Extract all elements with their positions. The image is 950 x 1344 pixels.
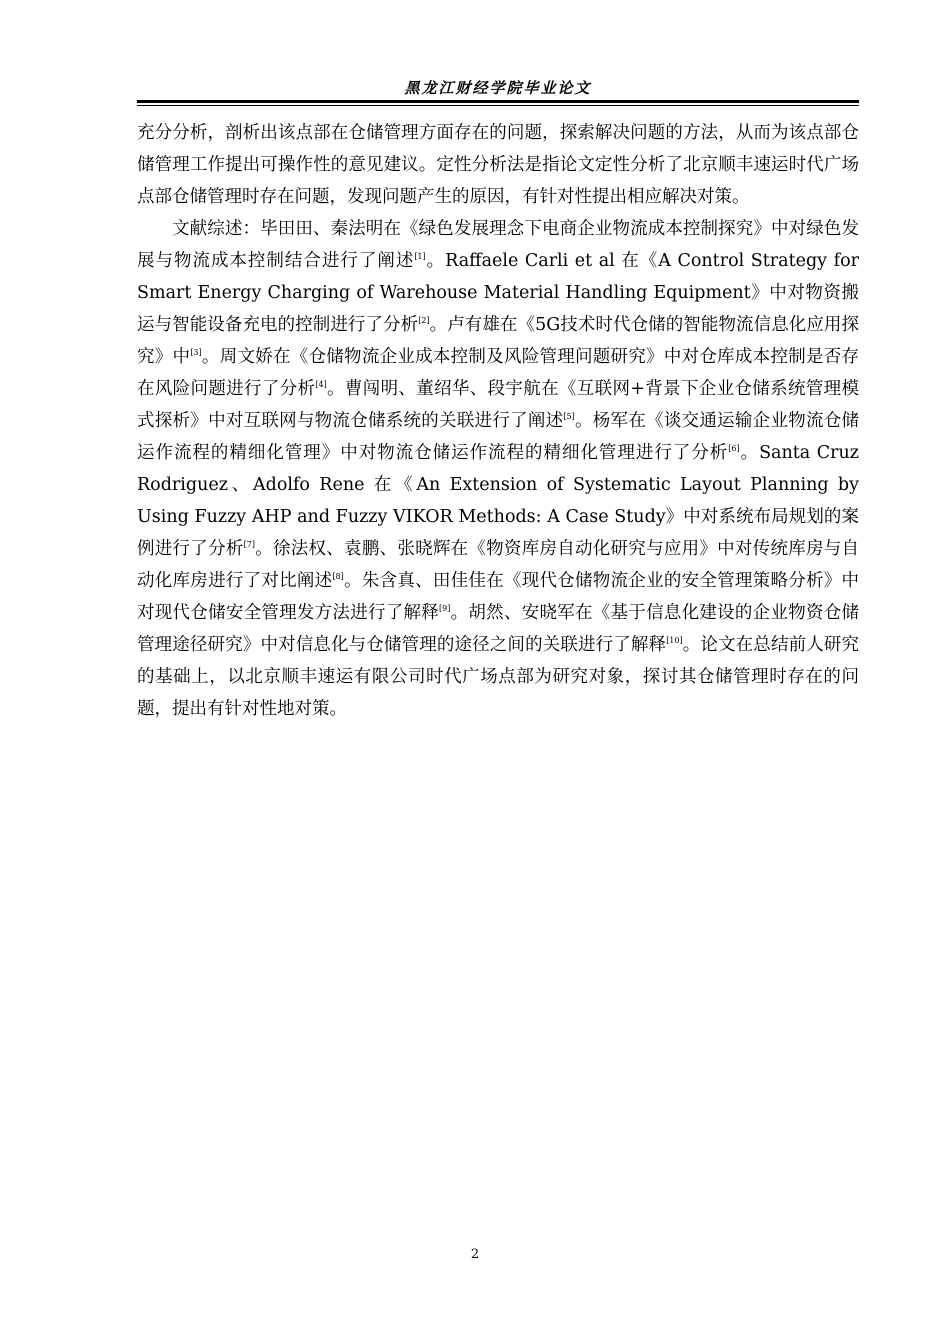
citation-ref-4: [4]	[315, 380, 327, 389]
text-segment: 。曹闯明、董绍华、段宇航在《互联网+背景下企业仓储系统管理模式探析》中对互联网与物流仓储系统的关联进行了阐述	[137, 379, 859, 431]
text-segment: 。周文娇在《仓储物流企业成本控制及风险管理问题研究》中对仓库成本控制是否存在风险问题进行了分析	[137, 347, 860, 399]
citation-ref-9: [9]	[439, 604, 451, 613]
header-rule-thick	[137, 100, 859, 103]
citation-ref-6: [6]	[728, 444, 740, 453]
text-segment: 。朱含真、田佳佳在《现代仓储物流企业的安全管理策略分析》中对现代仓储安全管理发方法进行了解释	[137, 571, 860, 623]
body-text	[137, 117, 859, 725]
text-segment: 。论文在总结前人研究的基础上，以北京顺丰速运有限公司时代广场点部为研究对象，探讨其仓储管理时存在的问题，提出有针对性地对策。	[137, 635, 860, 719]
citation-ref-5: [5]	[563, 412, 575, 421]
paragraph-methods: 充分分析，剖析出该点部在仓储管理方面存在的问题，探索解决问题的方法，从而为该点部仓储管理工作提出可操作性的意见建议。定性分析法是指论文定性分析了北京顺丰速运时代广场点部仓储管理时存在问题，发现问题产生的原因，有针对性提出相应解决对策。	[137, 123, 859, 207]
page-header-title: 黑龙江财经学院毕业论文	[404, 79, 592, 97]
page-number: 2	[470, 1247, 480, 1262]
citation-ref-10: [10]	[666, 636, 683, 645]
citation-ref-3: [3]	[190, 348, 202, 357]
citation-ref-1: [1]	[414, 252, 426, 261]
citation-ref-2: [2]	[418, 316, 430, 325]
text-segment: 。徐法权、袁鹏、张晓辉在《物资库房自动化研究与应用》中对传统库房与自动化库房进行了对比阐述	[137, 539, 860, 591]
header-rule-thin	[137, 105, 859, 106]
paragraph-literature-review	[137, 213, 859, 725]
citation-ref-8: [8]	[332, 572, 344, 581]
text-segment: 。Santa Cruz Rodriguez、Adolfo Rene 在《An Extension of Systematic Layout Planning by Using Fuzzy AHP and Fuzzy VIKOR Methods: A Case Study》中对系统布局规划的案例进行了分析	[137, 443, 860, 559]
text-segment: 文献综述：毕田田、秦法明在《绿色发展理念下电商企业物流成本控制探究》中对绿色发展与物流成本控制结合进行了阐述	[137, 219, 859, 271]
citation-ref-7: [7]	[243, 540, 255, 549]
text-segment: 。杨军在《谈交通运输企业物流仓储运作流程的精细化管理》中对物流仓储运作流程的精细化管理进行了分析	[137, 411, 860, 463]
text-segment: 。Raffaele Carli et al 在《A Control Strategy for Smart Energy Charging of Warehouse Material Handling Equipment》中对物资搬运与智能设备充电的控制进行了分析	[137, 251, 859, 335]
text-segment: 。卢有雄在《5G技术时代仓储的智能物流信息化应用探究》中	[137, 315, 859, 367]
text-segment: 。胡然、安晓军在《基于信息化建设的企业物资仓储管理途径研究》中对信息化与仓储管理的途径之间的关联进行了解释	[137, 603, 860, 655]
